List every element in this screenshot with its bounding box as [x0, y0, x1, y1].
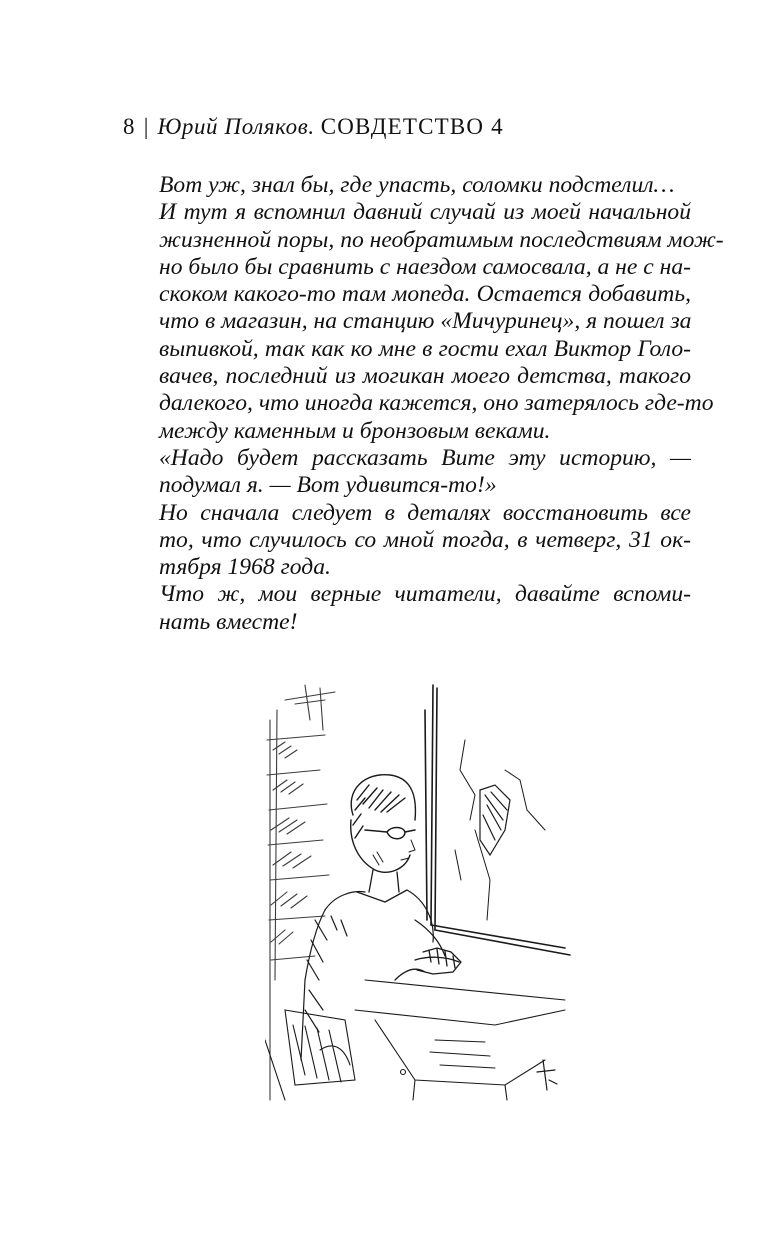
paragraph-1 — [123, 172, 691, 199]
text-line: подумал я. — Вот удивится-то!» — [159, 472, 497, 499]
paragraph-5 — [123, 581, 691, 636]
running-head — [123, 114, 504, 140]
header-separator: | — [143, 114, 149, 139]
page-number: 8 — [123, 114, 135, 139]
text-line: Но сначала следует в деталях восстановить все — [159, 499, 691, 526]
book-title: СОВДЕТСТВО 4 — [320, 114, 504, 139]
body-text — [123, 172, 724, 636]
text-line: что в магазин, на станцию «Мичуринец», я пошел за — [159, 308, 692, 335]
sketch-man-at-window — [265, 680, 585, 1105]
text-line: нать вместе! — [159, 608, 298, 635]
paragraph-3 — [123, 445, 691, 500]
text-line: жизненной поры, по необратимым последствиям мож- — [159, 226, 724, 253]
text-line: далекого, что иногда кажется, оно затерялось где-то — [159, 390, 714, 417]
paragraph-4 — [123, 500, 691, 582]
text-line: «Надо будет рассказать Вите эту историю, — — [159, 444, 691, 471]
text-line: выпивкой, так как ко мне в гости ехал Виктор Голо- — [159, 335, 691, 362]
text-line: между каменным и бронзовым веками. — [159, 417, 551, 444]
text-line: вачев, последний из могикан моего детства, такого — [159, 363, 691, 390]
text-line: то, что случилось со мной тогда, в четверг, 31 ок- — [159, 526, 691, 553]
pencil-sketch-illustration — [265, 680, 585, 1105]
author-name: Юрий Поляков. — [157, 114, 315, 139]
paragraph-2 — [123, 199, 724, 445]
text-line: тября 1968 года. — [159, 554, 331, 581]
text-line: Вот уж, знал бы, где упасть, соломки подстелил… — [159, 172, 675, 198]
text-line: Что ж, мои верные читатели, давайте вспоми- — [159, 581, 691, 608]
text-line: скоком какого-то там мопеда. Остается добавить, — [159, 281, 691, 308]
text-line: И тут я вспомнил давний случай из моей начальной — [159, 199, 691, 226]
text-line: но было бы сравнить с наездом самосвала, а не с на- — [159, 253, 691, 280]
